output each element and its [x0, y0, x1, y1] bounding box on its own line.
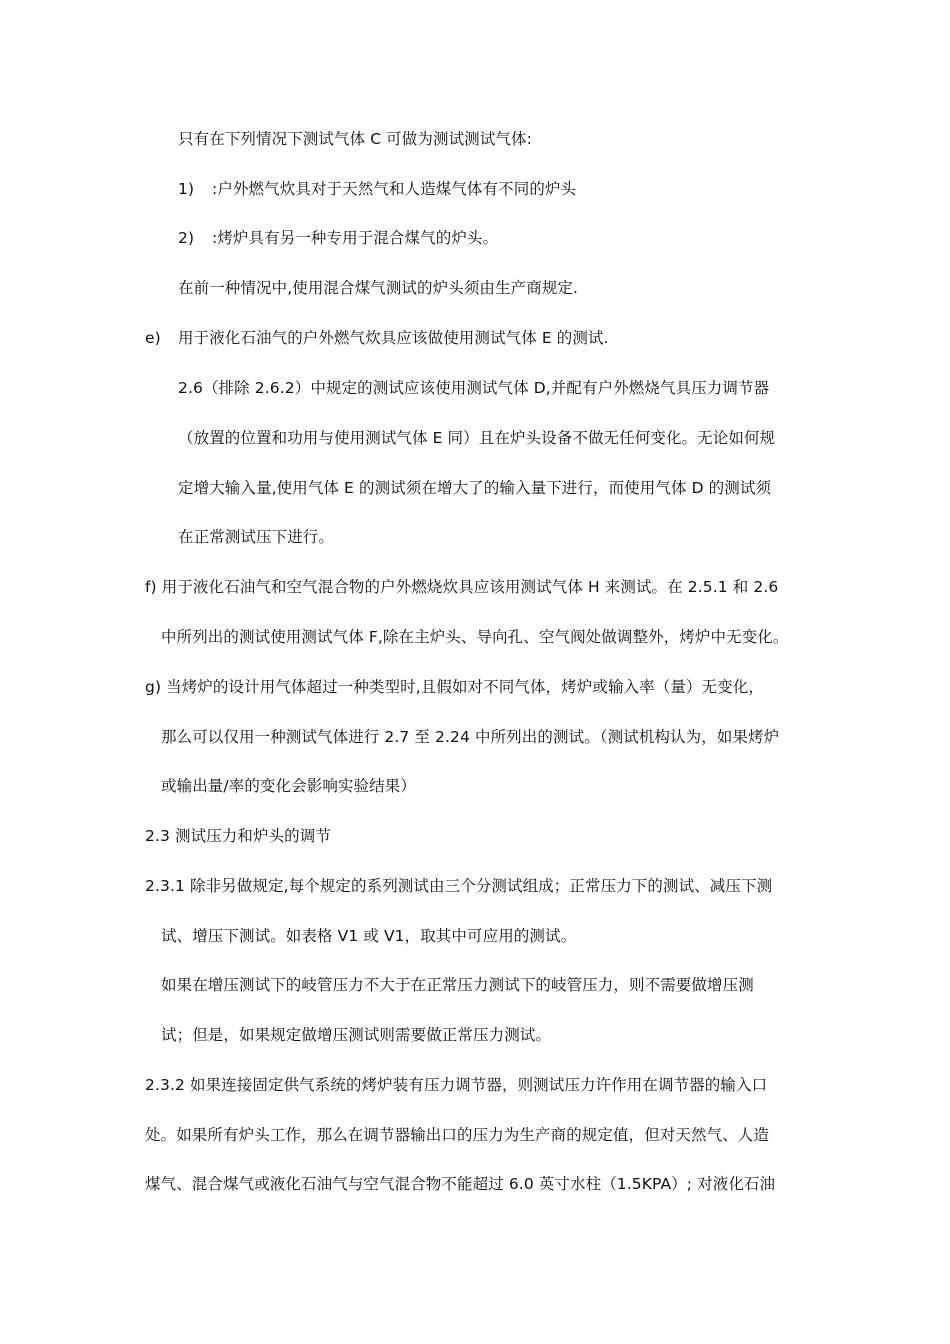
paragraph-line: 定增大输入量,使用气体 E 的测试须在增大了的输入量下进行，而使用气体 D 的测试须: [178, 479, 772, 497]
list-item: 2) :烤炉具有另一种专用于混合煤气的炉头。: [178, 229, 499, 247]
paragraph-line: 中所列出的测试使用测试气体 F,除在主炉头、导向孔、空气阀处做调整外，烤炉中无变化。: [161, 628, 789, 646]
list-marker: 2): [178, 229, 195, 247]
section-heading: 2.3 测试压力和炉头的调节: [145, 827, 331, 845]
list-marker: e): [145, 329, 161, 347]
paragraph-line: 2.3.2 如果连接固定供气系统的烤炉装有压力调节器，则测试压力许作用在调节器的输入口: [145, 1076, 768, 1094]
paragraph-line: 只有在下列情况下测试气体 C 可做为测试测试气体:: [178, 130, 532, 148]
paragraph-line: 2.3.1 除非另做规定,每个规定的系列测试由三个分测试组成；正常压力下的测试、减压下测: [145, 877, 773, 895]
paragraph-line: 试、增压下测试。如表格 V1 或 V1，取其中可应用的测试。: [161, 927, 577, 945]
paragraph-line: 如果在增压测试下的岐管压力不大于在正常压力测试下的岐管压力，则不需要做增压测: [161, 976, 754, 994]
paragraph-line: 或输出量/率的变化会影响实验结果）: [161, 777, 416, 795]
paragraph-line: 煤气、混合煤气或液化石油气与空气混合物不能超过 6.0 英寸水柱（1.5KPA）; 对液化石油: [145, 1175, 776, 1193]
paragraph-line: 在正常测试压下进行。: [178, 528, 335, 546]
paragraph-line: 2.6（排除 2.6.2）中规定的测试应该使用测试气体 D,并配有户外燃烧气具压力调节器: [178, 379, 770, 397]
paragraph-line: g) 当烤炉的设计用气体超过一种类型时,且假如对不同气体，烤炉或输入率（量）无变化，: [145, 678, 764, 696]
paragraph-line: 试；但是，如果规定做增压测试则需要做正常压力测试。: [161, 1026, 552, 1044]
paragraph-line: 在前一种情况中,使用混合煤气测试的炉头须由生产商规定.: [178, 279, 579, 297]
list-item: e) 用于液化石油气的户外燃气炊具应该做使用测试气体 E 的测试.: [145, 329, 609, 347]
paragraph-line: 那么可以仅用一种测试气体进行 2.7 至 2.24 中所列出的测试。（测试机构认为，如果烤炉: [161, 728, 780, 746]
paragraph-line: （放置的位置和功用与使用测试气体 E 同）且在炉头设备不做无任何变化。无论如何规: [178, 429, 776, 447]
paragraph-line: 处。如果所有炉头工作，那么在调节器输出口的压力为生产商的规定值，但对天然气、人造: [145, 1126, 770, 1144]
list-marker: 1): [178, 180, 195, 198]
paragraph-line: f) 用于液化石油气和空气混合物的户外燃烧炊具应该用测试气体 H 来测试。在 2.5.1 和 2.6: [145, 578, 779, 596]
list-item: 1) :户外燃气炊具对于天然气和人造煤气体有不同的炉头: [178, 180, 577, 198]
